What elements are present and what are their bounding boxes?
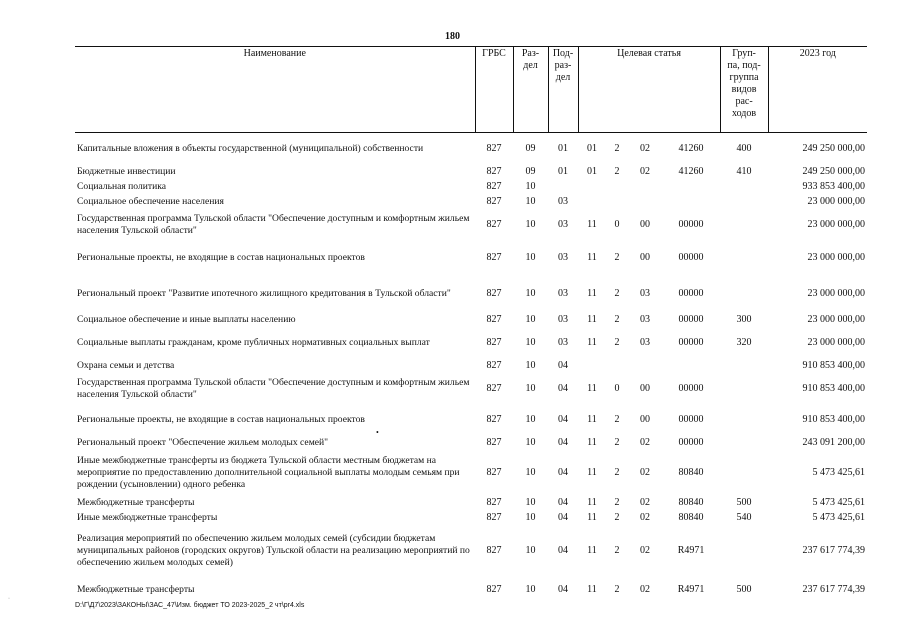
cell-podrazdel: 01 (558, 142, 568, 154)
cell-podrazdel: 03 (558, 218, 568, 230)
table-row (75, 450, 867, 495)
cell-target-subprogram: 03 (640, 336, 650, 348)
cell-podrazdel: 04 (558, 545, 568, 556)
table-row (75, 276, 867, 312)
cell-grbs: 827 (486, 180, 502, 192)
cell-target-direction: 00000 (678, 288, 704, 299)
cell-grbs: 827 (486, 545, 502, 556)
cell-razdel: 10 (525, 545, 536, 556)
cell-expense-group (720, 240, 768, 276)
cell-target-subprogram: 00 (640, 382, 650, 394)
cell-target-direction: R4971 (677, 584, 705, 595)
table-row (75, 240, 867, 276)
table-row (75, 164, 867, 179)
cell-sum-2023: 5 473 425,61 (812, 496, 866, 508)
table-row (75, 358, 867, 373)
cell-target-program (578, 179, 606, 194)
cell-sum-2023: 23 000 000,00 (807, 313, 866, 325)
cell-expense-group (720, 179, 768, 194)
cell-target-subprogram: 02 (640, 165, 650, 177)
table-row (75, 510, 867, 525)
cell-target-direction: 00000 (678, 436, 704, 448)
cell-podrazdel: 04 (558, 466, 568, 478)
cell-target-subprogram: 02 (640, 545, 650, 556)
table-row (75, 312, 867, 327)
cell-target-program: 11 (587, 545, 597, 556)
cell-target-subprogram: 03 (640, 313, 650, 325)
cell-expense-group (720, 404, 768, 435)
cell-target-type: 2 (614, 142, 620, 154)
cell-sum-2023: 23 000 000,00 (807, 336, 866, 348)
cell-razdel: 10 (525, 436, 536, 448)
cell-podrazdel: 04 (558, 359, 568, 371)
cell-podrazdel (548, 179, 578, 194)
cell-target-type: 2 (614, 252, 620, 263)
stray-mark: • (376, 428, 379, 437)
header-razdel: Раз- дел (513, 47, 548, 133)
cell-podrazdel: 04 (558, 496, 568, 508)
cell-expense-group (720, 373, 768, 404)
header-year-2023: 2023 год (768, 47, 867, 133)
table-row (75, 179, 867, 194)
cell-expense-group (720, 194, 768, 209)
cell-target-program: 11 (587, 466, 597, 478)
cell-sum-2023: 910 853 400,00 (802, 359, 866, 371)
cell-target-type: 2 (614, 511, 620, 523)
cell-expense-group: 410 (736, 165, 752, 177)
cell-grbs: 827 (486, 511, 502, 523)
cell-name: Государственная программа Тульской области "Обеспечение доступным и комфортным жильем населения Тульской области" (77, 376, 470, 400)
cell-target-subprogram: 02 (640, 496, 650, 508)
cell-podrazdel: 04 (558, 413, 568, 425)
table-row (75, 577, 867, 603)
cell-target-direction: 00000 (678, 413, 704, 425)
margin-mark: · (8, 596, 10, 602)
cell-target-direction (662, 194, 720, 209)
cell-target-subprogram: 02 (640, 436, 650, 448)
cell-podrazdel: 04 (558, 382, 568, 394)
cell-name: Государственная программа Тульской области "Обеспечение доступным и комфортным жильем населения Тульской области" (77, 212, 470, 236)
cell-podrazdel: 03 (558, 313, 568, 325)
cell-sum-2023: 249 250 000,00 (802, 165, 866, 177)
cell-name: Региональные проекты, не входящие в состав национальных проектов (77, 252, 365, 263)
cell-target-type: 2 (614, 436, 620, 448)
cell-target-type: 2 (614, 466, 620, 478)
table-row (75, 404, 867, 435)
cell-target-subprogram: 02 (640, 511, 650, 523)
cell-sum-2023: 243 091 200,00 (802, 436, 866, 448)
cell-target-direction (662, 358, 720, 373)
cell-target-program: 11 (587, 336, 597, 348)
cell-target-program: 11 (587, 288, 597, 299)
cell-target-type: 2 (614, 413, 620, 425)
cell-sum-2023: 23 000 000,00 (807, 195, 866, 207)
cell-razdel: 10 (525, 252, 536, 263)
cell-name: Социальное обеспечение и иные выплаты населению (77, 313, 296, 325)
cell-podrazdel: 03 (558, 252, 568, 263)
cell-target-program: 11 (587, 313, 597, 325)
cell-grbs: 827 (486, 413, 502, 425)
cell-podrazdel: 04 (558, 436, 568, 448)
header-name: Наименование (75, 47, 475, 133)
table-row (75, 327, 867, 358)
cell-sum-2023: 23 000 000,00 (807, 218, 866, 230)
cell-target-subprogram: 00 (640, 252, 650, 263)
cell-target-direction: 00000 (678, 313, 704, 325)
cell-target-program (578, 194, 606, 209)
cell-expense-group (720, 276, 768, 312)
cell-target-type (606, 179, 628, 194)
cell-expense-group: 400 (736, 142, 752, 154)
cell-sum-2023: 237 617 774,39 (802, 584, 866, 595)
table-row (75, 435, 867, 450)
cell-name: Реализация мероприятий по обеспечению жильем молодых семей (субсидии бюджетам муниципальных районов (городских округов) Тульской области на реализацию мероприятий по обеспечению жильем молодых семей) (77, 533, 470, 568)
table-row (75, 194, 867, 209)
cell-expense-group (720, 435, 768, 450)
cell-target-direction (662, 179, 720, 194)
cell-name: Бюджетные инвестиции (77, 165, 176, 177)
cell-target-type: 2 (614, 545, 620, 556)
cell-grbs: 827 (486, 195, 502, 207)
cell-target-program: 11 (587, 496, 597, 508)
cell-sum-2023: 910 853 400,00 (802, 382, 866, 394)
cell-razdel: 10 (525, 336, 536, 348)
cell-name: Социальная политика (77, 180, 166, 192)
cell-target-type: 2 (614, 584, 620, 595)
table-row (75, 373, 867, 404)
cell-razdel: 10 (525, 496, 536, 508)
cell-target-program: 11 (587, 252, 597, 263)
cell-sum-2023: 5 473 425,61 (812, 511, 866, 523)
cell-target-subprogram: 02 (640, 466, 650, 478)
cell-target-type: 2 (614, 288, 620, 299)
budget-table (75, 46, 867, 603)
cell-expense-group: 500 (736, 584, 752, 595)
page-number: 180 (445, 31, 460, 42)
cell-target-program: 01 (587, 165, 597, 177)
cell-expense-group: 540 (736, 511, 752, 523)
cell-target-subprogram: 02 (640, 584, 650, 595)
cell-razdel: 09 (525, 165, 536, 177)
cell-grbs: 827 (486, 218, 502, 230)
cell-grbs: 827 (486, 466, 502, 478)
cell-grbs: 827 (486, 436, 502, 448)
cell-sum-2023: 237 617 774,39 (802, 545, 866, 556)
cell-grbs: 827 (486, 165, 502, 177)
cell-expense-group: 300 (736, 313, 752, 325)
cell-target-direction: 80840 (678, 511, 704, 523)
cell-name: Капитальные вложения в объекты государственной (муниципальной) собственности (77, 142, 424, 154)
cell-razdel: 10 (525, 382, 536, 394)
cell-target-program: 11 (587, 413, 597, 425)
header-target-article: Целевая статья (578, 47, 720, 133)
cell-sum-2023: 5 473 425,61 (812, 466, 866, 478)
cell-expense-group (720, 358, 768, 373)
cell-razdel: 10 (525, 413, 536, 425)
cell-name: Социальные выплаты гражданам, кроме публичных нормативных социальных выплат (77, 336, 430, 348)
cell-target-program: 11 (587, 382, 597, 394)
cell-target-direction: 41260 (678, 142, 704, 154)
table-row (75, 133, 867, 165)
cell-target-subprogram: 00 (640, 218, 650, 230)
cell-target-type: 2 (614, 313, 620, 325)
cell-name: Региональный проект "Обеспечение жильем молодых семей" (77, 436, 329, 448)
cell-name: Иные межбюджетные трансферты из бюджета Тульской области местным бюджетам на мероприятие по предоставлению дополнительной социальной выплаты молодым семьям при рождении (усыновлении) одного ребенка (77, 454, 460, 490)
cell-razdel: 10 (525, 288, 536, 299)
cell-target-direction: 80840 (678, 466, 704, 478)
cell-name: Региональные проекты, не входящие в состав национальных проектов (77, 413, 365, 425)
cell-podrazdel: 04 (558, 511, 568, 523)
cell-target-direction: R4971 (677, 545, 705, 556)
cell-target-subprogram (628, 179, 662, 194)
cell-target-direction: 41260 (678, 165, 704, 177)
cell-target-type: 2 (614, 336, 620, 348)
cell-razdel: 10 (525, 511, 536, 523)
cell-sum-2023: 933 853 400,00 (802, 180, 866, 192)
cell-target-type (606, 194, 628, 209)
cell-name: Межбюджетные трансферты (77, 584, 195, 595)
cell-name: Социальное обеспечение населения (77, 195, 224, 207)
cell-razdel: 10 (525, 466, 536, 478)
cell-target-program: 11 (587, 511, 597, 523)
cell-target-subprogram: 03 (640, 288, 650, 299)
cell-target-direction: 00000 (678, 252, 704, 263)
table-row (75, 209, 867, 240)
header-expense-group: Груп- па, под- группа видов рас- ходов (720, 47, 768, 133)
cell-podrazdel: 03 (558, 288, 568, 299)
cell-target-program (578, 358, 606, 373)
cell-grbs: 827 (486, 142, 502, 154)
cell-target-program: 01 (587, 142, 597, 154)
cell-grbs: 827 (486, 584, 502, 595)
cell-razdel: 09 (525, 142, 536, 154)
cell-target-program: 11 (587, 584, 597, 595)
cell-grbs: 827 (486, 359, 502, 371)
cell-grbs: 827 (486, 252, 502, 263)
cell-grbs: 827 (486, 496, 502, 508)
table-row (75, 525, 867, 577)
cell-target-type: 2 (614, 496, 620, 508)
cell-grbs: 827 (486, 336, 502, 348)
cell-sum-2023: 23 000 000,00 (807, 288, 866, 299)
cell-target-program: 11 (587, 218, 597, 230)
cell-name: Межбюджетные трансферты (77, 496, 195, 508)
cell-razdel: 10 (525, 313, 536, 325)
cell-target-type (606, 358, 628, 373)
cell-expense-group: 320 (736, 336, 752, 348)
cell-target-subprogram (628, 358, 662, 373)
cell-sum-2023: 249 250 000,00 (802, 142, 866, 154)
footer-file-path: D:\Г\Д7\2023\ЗАКОНЫ\ЗАС_47\Изм. бюджет ТО 2023-2025_2 чт\pr4.xls (75, 602, 305, 609)
table-row (75, 495, 867, 510)
cell-expense-group (720, 450, 768, 495)
cell-grbs: 827 (486, 382, 502, 394)
table-header-row (75, 47, 867, 133)
cell-name: Охрана семьи и детства (77, 359, 175, 371)
cell-target-subprogram: 00 (640, 413, 650, 425)
cell-expense-group: 500 (736, 496, 752, 508)
cell-razdel: 10 (525, 218, 536, 230)
cell-grbs: 827 (486, 313, 502, 325)
cell-target-type: 0 (614, 218, 620, 230)
cell-target-subprogram: 02 (640, 142, 650, 154)
cell-target-type: 0 (614, 382, 620, 394)
cell-razdel: 10 (525, 195, 536, 207)
cell-podrazdel: 01 (558, 165, 568, 177)
cell-expense-group (720, 525, 768, 577)
cell-target-program: 11 (587, 436, 597, 448)
cell-sum-2023: 23 000 000,00 (807, 252, 866, 263)
cell-expense-group (720, 209, 768, 240)
cell-target-direction: 00000 (678, 336, 704, 348)
cell-target-direction: 00000 (678, 218, 704, 230)
cell-name: Региональный проект "Развитие ипотечного жилищного кредитования в Тульской области" (77, 288, 451, 299)
cell-razdel: 10 (525, 359, 536, 371)
cell-podrazdel: 03 (558, 195, 568, 207)
cell-target-subprogram (628, 194, 662, 209)
cell-name: Иные межбюджетные трансферты (77, 511, 218, 523)
cell-razdel: 10 (525, 180, 536, 192)
cell-target-direction: 00000 (678, 382, 704, 394)
cell-podrazdel: 03 (558, 336, 568, 348)
cell-razdel: 10 (525, 584, 536, 595)
cell-sum-2023: 910 853 400,00 (802, 413, 866, 425)
cell-target-direction: 80840 (678, 496, 704, 508)
cell-target-type: 2 (614, 165, 620, 177)
header-grbs: ГРБС (475, 47, 513, 133)
cell-podrazdel: 04 (558, 584, 568, 595)
header-podrazdel: Под- раз- дел (548, 47, 578, 133)
cell-grbs: 827 (486, 288, 502, 299)
